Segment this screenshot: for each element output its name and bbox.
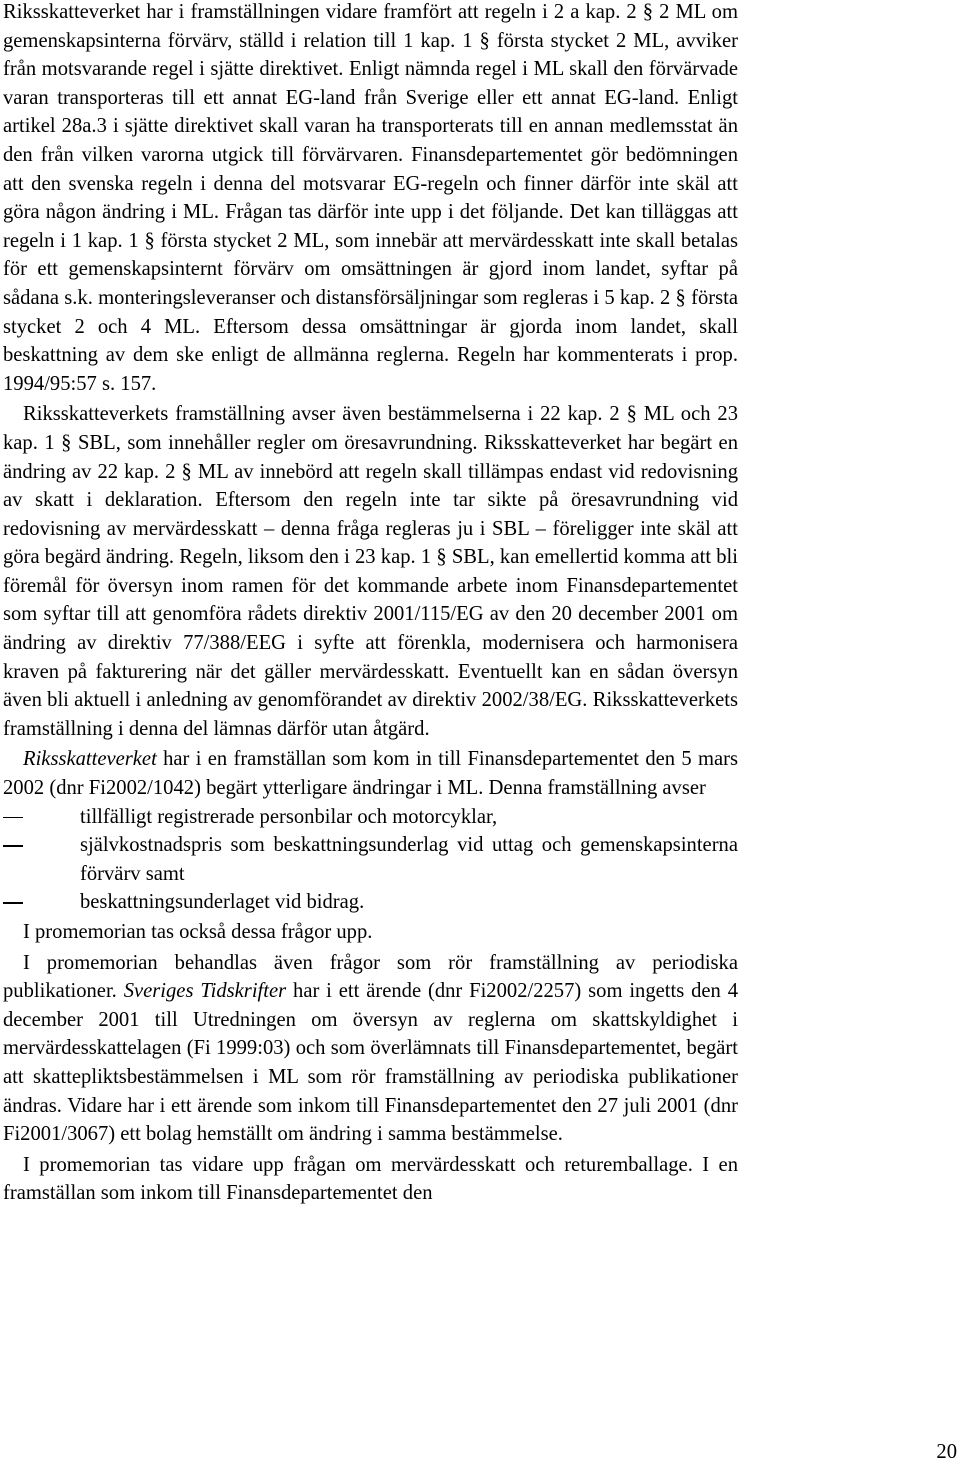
document-page [3, 0, 738, 1208]
list-item-text: beskattningsunderlaget vid bidrag. [80, 891, 365, 914]
paragraph-5-italic-name: Sveriges Tidskrifter [123, 980, 287, 1003]
list-item-text: tillfälligt registrerade personbilar och motorcyklar, [80, 805, 498, 828]
paragraph-6 [3, 1151, 738, 1208]
paragraph-3-text: har i en framställan som kom in till Finansdepartementet den 5 mars 2002 (dnr Fi2002/1042) begärt ytterligare ändringar i ML. Denna framställning avser [3, 748, 738, 800]
paragraph-4 [3, 918, 738, 947]
list-item-text: självkostnadspris som beskattningsunderlag vid uttag och gemenskapsinterna förvärv samt [80, 834, 738, 885]
paragraph-5 [3, 949, 738, 1149]
paragraph-5-text-b: har i ett ärende (dnr Fi2002/2257) som ingetts den 4 december 2001 till Utredningen om översyn av reglerna om skattskyldighet i mervärdesskattelagen (Fi 1999:03) och som överlämnats till Finansdepartementet, begärt att skattepliktsbestämmelsen i ML som rör framställning av periodiska publikationer ändras. Vidare har i ett ärende som inkom till Finansdepartementet den 27 juli 2001 (dnr Fi2001/3067) ett bolag hemställt om ändring i samma bestämmelse. [3, 980, 739, 1146]
paragraph-4-text: I promemorian tas också dessa frågor upp. [23, 921, 373, 943]
paragraph-3-italic-name: Riksskatteverket [23, 748, 157, 771]
paragraph-2-text: Riksskatteverkets framställning avser även bestämmelserna i 22 kap. 2 § ML och 23 kap. 1 § SBL, som innehåller regler om öresavrundning. Riksskatteverket har begärt en ändring av 22 kap. 2 § ML av innebörd att regeln skall tillämpas endast vid redovisning av skatt i deklaration. Eftersom den regeln inte tar sikte på öresavrundning vid redovisning av mervärdesskatt – denna fråga regleras ju i SBL – föreligger inte skäl att göra begärd ändring. Regeln, liksom den i 23 kap. 1 § SBL, kan emellertid komma att bli föremål för översyn inom ramen för det kommande arbete inom Finansdepartementet som syftar till att genomföra rådets direktiv 2001/115/EG av den 20 december 2001 om ändring av direktiv 77/388/EEG i syfte att förenkla, modernisera och harmonisera kraven på fakturering när det gäller mervärdesskatt. Eventuellt kan en sådan översyn även bli aktuell i anledning av genomförandet av direktiv 2002/38/EG. Riksskatteverkets framställning i denna del lämnas därför utan åtgärd. [3, 403, 738, 740]
list-item [3, 888, 738, 917]
page-number: 20 [936, 1441, 957, 1463]
paragraph-2 [3, 400, 738, 743]
paragraph-1 [3, 0, 738, 398]
list-item [3, 831, 738, 888]
dash-bullet-icon [3, 902, 23, 904]
dash-bullet-icon [3, 845, 23, 847]
dash-bullet-icon [3, 817, 23, 819]
list-item [3, 803, 738, 832]
dash-list [3, 803, 738, 917]
paragraph-5-text-a: I promemorian behandlas även frågor som rör framställning av periodiska publikationer. [3, 951, 738, 1003]
paragraph-1-text: Riksskatteverket har i framställningen vidare framfört att regeln i 2 a kap. 2 § 2 ML om gemenskapsinterna förvärv, ställd i relation till 1 kap. 1 § första stycket 2 ML, avviker från motsvarande regel i sjätte direktivet. Enligt nämnda regel i ML skall den förvärvade varan transporteras till ett annat EG-land från Sverige eller ett annat EG-land. Enligt artikel 28a.3 i sjätte direktivet skall varan ha transporterats till en annan medlemsstat än den från vilken varorna utgick till förvärvaren. Finansdepartementet gör bedömningen att den svenska regeln i denna del motsvarar EG-regeln och finner därför inte skäl att göra någon ändring i ML. Frågan tas därför inte upp i det följande. Det kan tilläggas att regeln i 1 kap. 1 § första stycket 2 ML, som innebär att mervärdesskatt inte skall betalas för ett gemenskapsinternt förvärv om omsättningen är gjord inom landet, syftar på sådana s.k. monteringsleveranser och distansförsäljningar som regleras i 5 kap. 2 § första stycket 2 och 4 ML. Eftersom dessa omsättningar är gjorda inom landet, skall beskattning av dem ske enligt de allmänna reglerna. Regeln har kommenterats i prop. 1994/95:57 s. 157. [3, 1, 738, 395]
paragraph-6-text: I promemorian tas vidare upp frågan om mervärdesskatt och returemballage. I en framställan som inkom till Finansdepartementet den [3, 1153, 738, 1205]
paragraph-3 [3, 745, 738, 802]
